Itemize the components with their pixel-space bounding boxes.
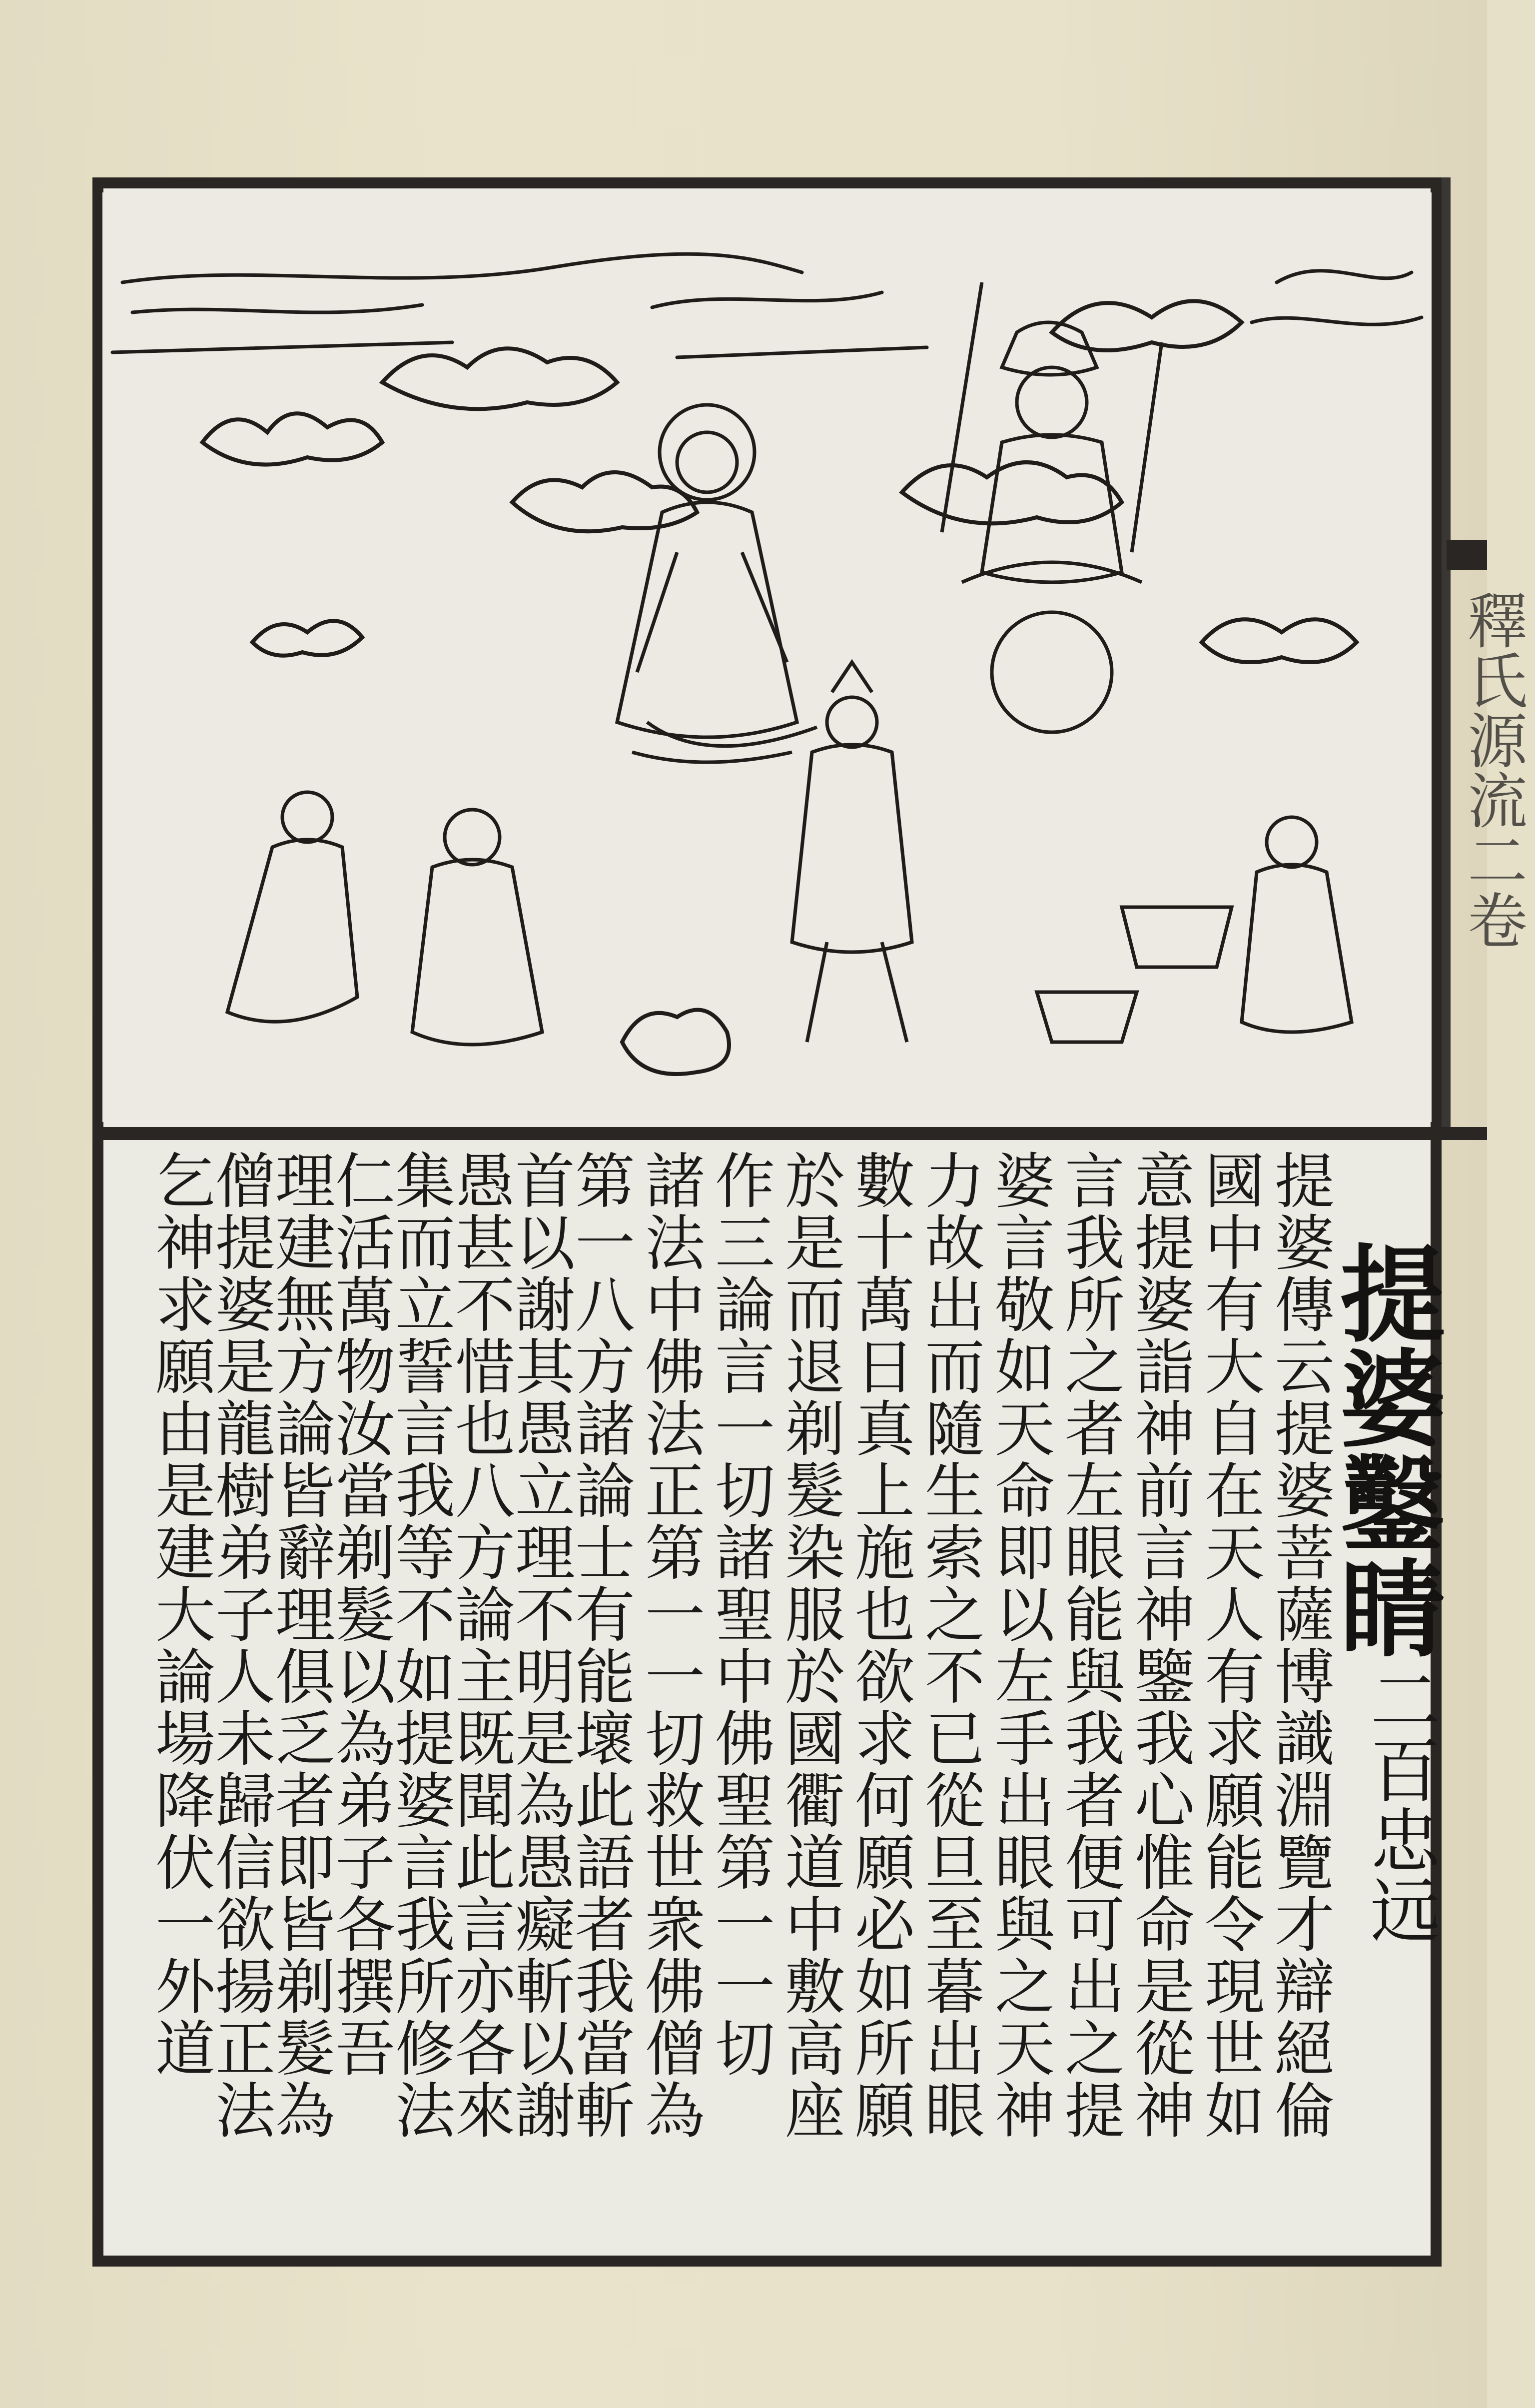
fore-edge-label: 釋氏源流二卷 [1458,590,1527,950]
text-column: 婆言敬如天命即以左手出眼與之天神 [985,1150,1054,2141]
text-column: 理建無方論皆辭理俱乏者即皆剃髮為 [265,1150,335,2141]
main-text [115,1150,1404,2254]
text-column: 於是而退剃髮染服於國衢道中敷高座 [775,1150,844,2141]
text-column: 意提婆詣神前言神鑒我心惟命是從神 [1125,1150,1194,2141]
text-column: 乞神求願由是建大論場降伏一外道 [145,1150,215,2079]
text-column: 第一八方諸論士有能壞此語者我當斬 [565,1150,635,2141]
text-column: 力故出而隨生索之不已從旦至暮出眼 [915,1150,984,2141]
text-column: 數十萬日真上施也欲求何願必如所願 [845,1150,914,2141]
text-column: 諸法中佛法正第一一切救世衆佛僧為 [635,1150,705,2141]
page-title: 提婆鑿睛 [1323,1239,1446,1659]
woodblock-illustration [102,192,1432,1122]
text-column: 國中有大自在天人有求願能令現世如 [1195,1150,1264,2141]
section-divider [92,1127,1487,1140]
text-column: 僧提婆是龍樹弟子人未歸信欲揚正法 [205,1150,275,2141]
text-column: 提婆傳云提婆菩薩博識淵覽才辯絕倫 [1265,1150,1334,2141]
text-column: 作三論言一切諸聖中佛聖第一一切 [705,1150,774,2079]
text-column: 集而立誓言我等不如提婆言我所修法 [385,1150,455,2141]
text-column: 仁活萬物汝當剃髮以為弟子各撰吾 [325,1150,395,2079]
fore-edge-mark [1447,540,1487,570]
page-subtitle: 二百忠远 [1359,1664,1440,1944]
text-column: 愚甚不惜也八方論主既聞此言亦各來 [445,1150,515,2141]
text-column: 首以謝其愚立理不明是為愚癡斬以謝 [505,1150,575,2141]
text-column: 言我所之者左眼能與我者便可出之提 [1055,1150,1124,2141]
